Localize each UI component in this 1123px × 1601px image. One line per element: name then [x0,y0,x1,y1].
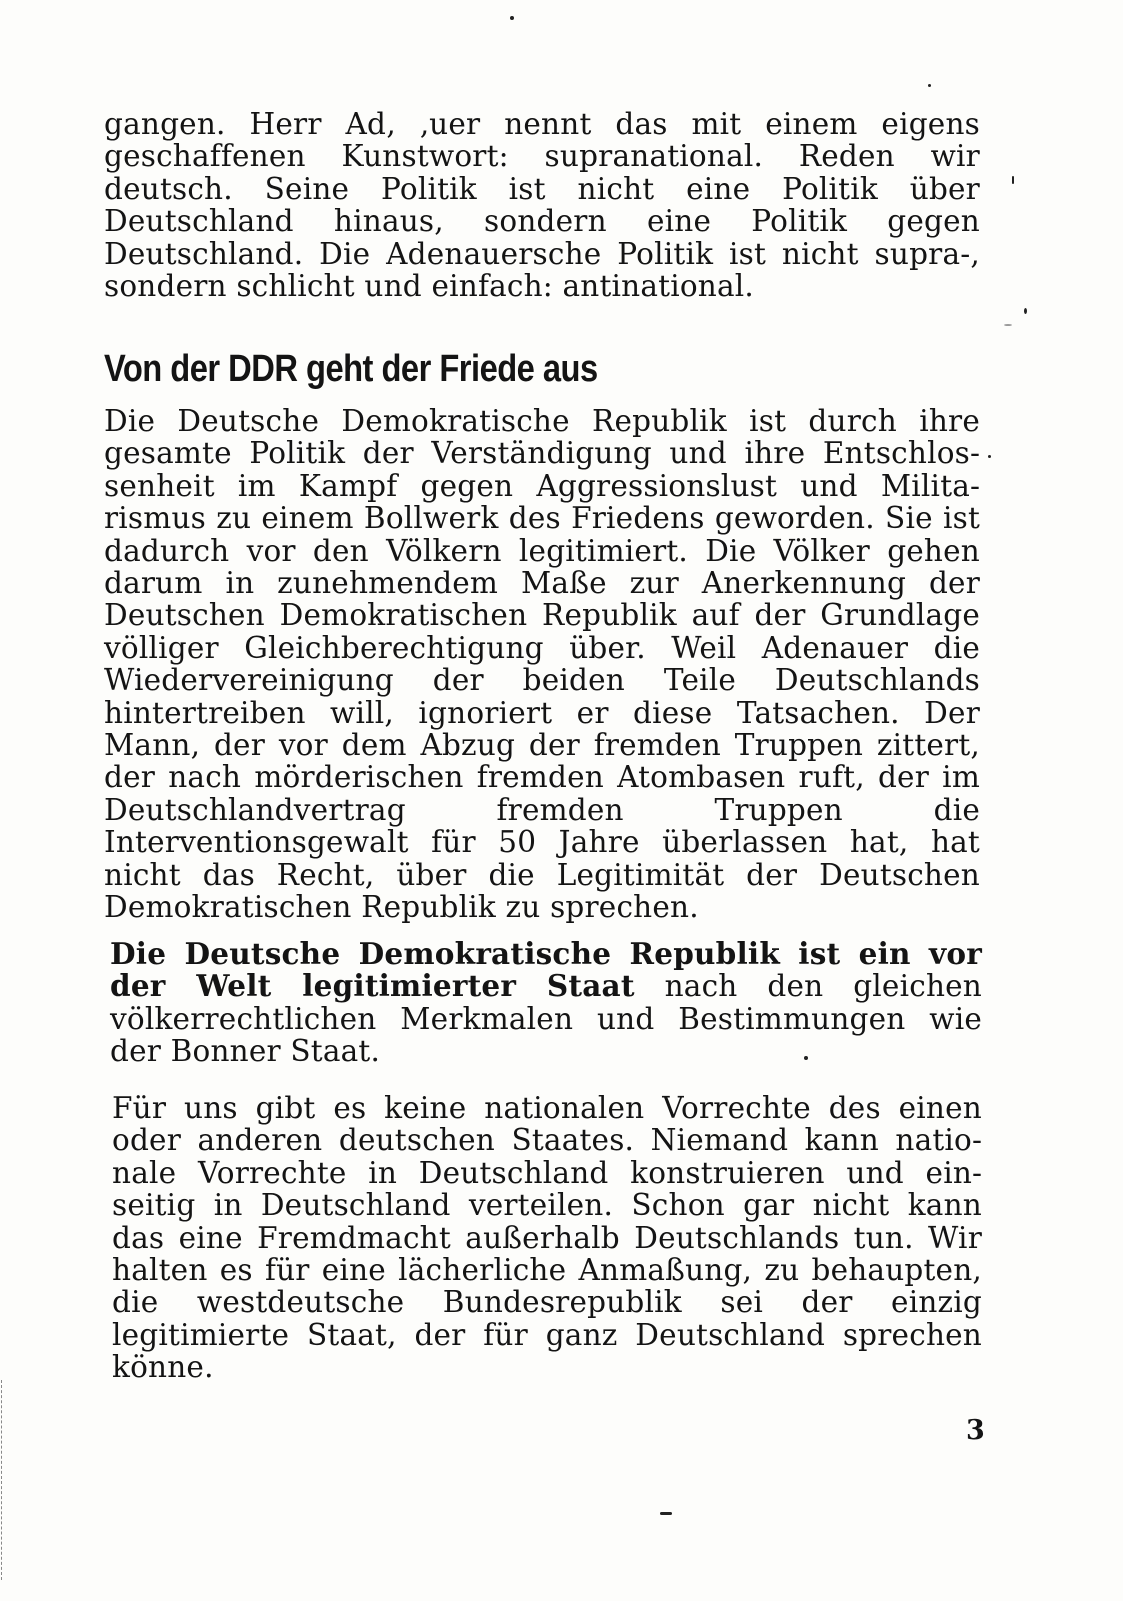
paragraph-intro: gangen. Herr Ad‚ ‚uer nennt das mit einem eigens geschaffenen Kunstwort: supranational. Reden wir deutsch. Seine Politik ist nicht eine Politik über Deutschland hinaus, sondern eine Politik gegen Deutschland. Die Adenauersche Politik ist nicht supra-, sondern schlicht und einfach: antinational. [104,107,980,304]
print-speck [804,1056,808,1060]
print-speck [1024,308,1027,314]
scan-edge-line [1,1380,3,1580]
paragraph-legitimacy-bold: Die Deutsche Demokratische Republik ist ein vor der Welt legitimierter Staat [110,936,982,1004]
page-number: 3 [966,1415,985,1446]
print-speck [1004,324,1012,326]
paragraph-legitimacy-rest: nach den gleichen völkerrechtlichen Merkmalen und Bestimmungen wie der Bonner Staat. [110,969,982,1069]
paragraph-national-rights: Für uns gibt es keine nationalen Vorrechte des einen oder anderen deutschen Staates. Niemand kann nationale Vorrechte in Deutschland konstruieren und einseitig in Deutschland verteilen. Schon gar nicht kann das eine Fremdmacht außerhalb Deutschlands tun. Wir halten es für eine lächerliche Anmaßung, zu behaupten, die westdeutsche Bundesrepublik sei der einzig legitimierte Staat, der für ganz Deutschland sprechen könne. [112,1091,982,1385]
print-speck [988,455,991,458]
paragraph-legitimacy [110,938,982,1068]
print-speck [928,84,931,87]
section-heading: Von der DDR geht der Friede aus [104,348,598,390]
print-speck [1012,176,1014,184]
print-speck [660,1512,672,1515]
print-speck [510,16,514,20]
paragraph-ddr-politics: Die Deutsche Demokratische Republik ist durch ihre gesamte Politik der Verständigung und ihre Entschlossenheit im Kampf gegen Aggressionslust und Militarismus zu einem Bollwerk des Friedens geworden. Sie ist dadurch vor den Völkern legitimiert. Die Völker gehen darum in zunehmendem Maße zur Anerkennung der Deutschen Demokratischen Republik auf der Grundlage völliger Gleichberechtigung über. Weil Adenauer die Wiedervereinigung der beiden Teile Deutschlands hintertreiben will, ignoriert er diese Tatsachen. Der Mann, der vor dem Abzug der fremden Truppen zittert, der nach mörderischen fremden Atombasen ruft, der im Deutschlandvertrag fremden Truppen die Interventionsgewalt für 50 Jahre überlassen hat, hat nicht das Recht, über die Legitimität der Deutschen Demokratischen Republik zu sprechen. [104,404,980,925]
